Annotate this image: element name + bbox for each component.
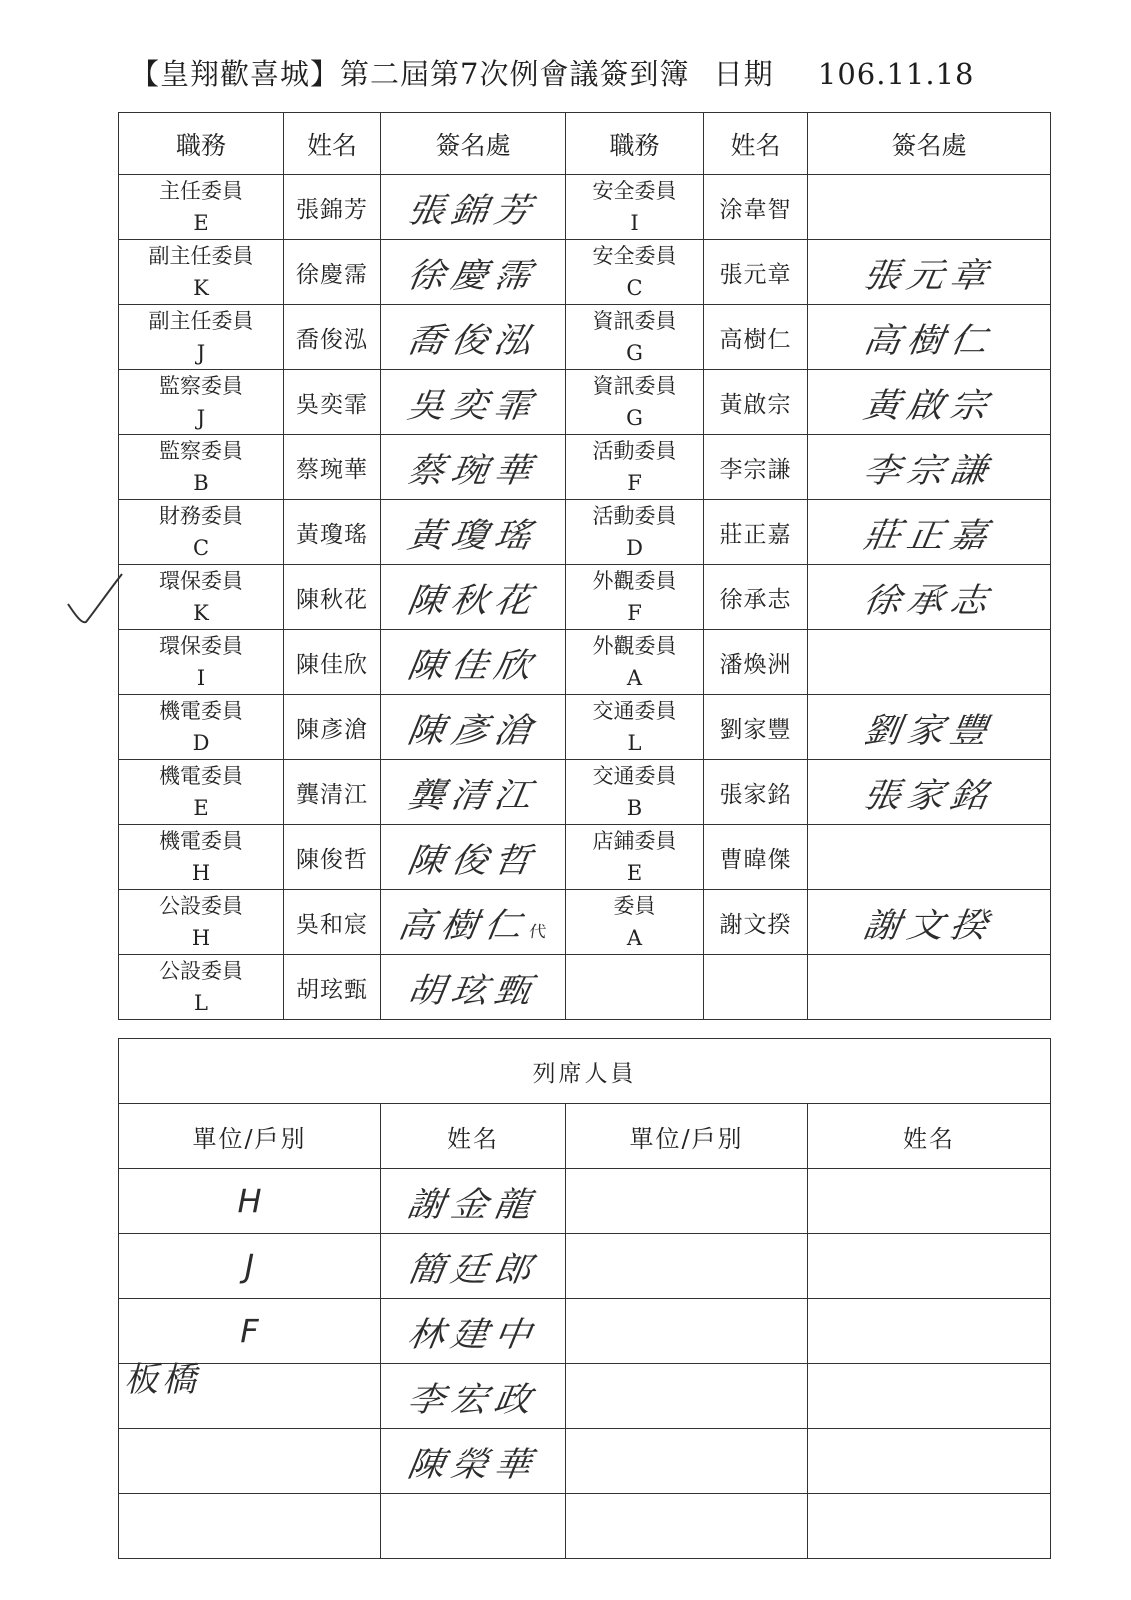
signature-cell — [381, 175, 566, 240]
signature-cell — [381, 890, 566, 955]
unit-code: F — [627, 471, 642, 495]
signature-cell — [808, 695, 1051, 760]
role-cell — [119, 565, 284, 630]
attendee-table — [118, 1038, 1051, 1559]
role-cell — [566, 695, 704, 760]
header-name: 姓名 — [284, 113, 381, 175]
signature-cell — [808, 240, 1051, 305]
unit-code: C — [626, 276, 643, 300]
unit-code: A — [626, 926, 643, 950]
handwritten-signature — [405, 443, 541, 492]
header-name: 姓名 — [704, 113, 808, 175]
signature-cell — [381, 630, 566, 695]
handwritten-signature — [405, 768, 541, 817]
attendee-row — [119, 1364, 1051, 1429]
committee-row — [119, 240, 1051, 305]
signature-cell — [381, 305, 566, 370]
handwritten-signature — [405, 573, 541, 622]
member-name: 謝文揆 — [704, 890, 808, 955]
handwritten-signature — [405, 508, 541, 557]
name-cell — [381, 1234, 566, 1299]
header-unit: 單位/戶別 — [566, 1104, 808, 1169]
handwritten-signature — [405, 183, 541, 232]
member-name: 徐承志 — [704, 565, 808, 630]
committee-row — [119, 955, 1051, 1020]
unit-code: L — [627, 731, 642, 755]
handwritten-signature: 謝金龍 — [404, 1184, 541, 1225]
member-name: 胡玹甄 — [284, 955, 381, 1020]
header-signature: 簽名處 — [381, 113, 566, 175]
committee-row — [119, 500, 1051, 565]
member-name: 陳佳欣 — [284, 630, 381, 695]
signature-cell — [808, 500, 1051, 565]
handwritten-signature: 劉家豐 — [860, 710, 997, 751]
role-cell — [119, 175, 284, 240]
role-cell — [119, 760, 284, 825]
attendee-header-row — [119, 1104, 1051, 1169]
unit-code: J — [196, 406, 206, 430]
document-title — [130, 52, 1010, 92]
committee-row — [119, 175, 1051, 240]
role-title: 委員 — [613, 894, 656, 918]
handwritten-signature: 徐承志 — [860, 580, 997, 621]
name-cell — [381, 1429, 566, 1494]
role-title: 機電委員 — [159, 829, 243, 853]
committee-row — [119, 370, 1051, 435]
unit-cell — [566, 1429, 808, 1494]
member-name: 喬俊泓 — [284, 305, 381, 370]
signature-cell — [808, 955, 1051, 1020]
unit-cell — [566, 1234, 808, 1299]
name-cell — [808, 1169, 1051, 1234]
unit-cell — [119, 1234, 381, 1299]
signature-cell — [808, 565, 1051, 630]
role-title: 資訊委員 — [592, 374, 677, 398]
committee-row — [119, 435, 1051, 500]
handwritten-signature: 張家銘 — [860, 775, 997, 816]
signature-text: 胡玹甄 — [404, 970, 541, 1011]
handwritten-signature — [395, 898, 551, 947]
name-cell — [808, 1429, 1051, 1494]
date-value: 106.11.18 — [817, 57, 975, 91]
role-cell — [119, 630, 284, 695]
unit-cell — [119, 1169, 381, 1234]
signature-text: 陳彥滄 — [404, 710, 541, 751]
committee-row — [119, 565, 1051, 630]
member-name: 徐慶霈 — [284, 240, 381, 305]
unit-cell — [566, 1169, 808, 1234]
unit-cell — [119, 1494, 381, 1559]
unit-cell — [566, 1299, 808, 1364]
unit-code: E — [193, 796, 209, 820]
signature-cell — [808, 760, 1051, 825]
role-cell — [119, 435, 284, 500]
member-name: 莊正嘉 — [704, 500, 808, 565]
signature-text: 陳俊哲 — [404, 840, 541, 881]
header-role: 職務 — [566, 113, 704, 175]
name-cell — [808, 1364, 1051, 1429]
header-name: 姓名 — [808, 1104, 1051, 1169]
signature-cell — [381, 500, 566, 565]
role-cell — [566, 565, 704, 630]
role-title: 機電委員 — [159, 764, 243, 788]
role-title: 活動委員 — [592, 504, 677, 528]
role-title: 副主任委員 — [148, 309, 254, 333]
signature-cell — [381, 955, 566, 1020]
handwritten-signature: 李宗謙 — [860, 450, 997, 491]
role-cell — [119, 890, 284, 955]
member-name: 陳秋花 — [284, 565, 381, 630]
signature-cell — [381, 695, 566, 760]
unit-code: H — [191, 926, 211, 950]
signature-cell — [808, 890, 1051, 955]
committee-row — [119, 890, 1051, 955]
unit-code: I — [630, 211, 639, 235]
handwritten-signature: 簡廷郎 — [404, 1249, 541, 1290]
name-cell — [381, 1364, 566, 1429]
signature-cell — [808, 630, 1051, 695]
handwritten-signature: 高樹仁 — [860, 320, 997, 361]
member-name: 李宗謙 — [704, 435, 808, 500]
role-cell — [119, 240, 284, 305]
name-cell — [808, 1234, 1051, 1299]
role-title: 外觀委員 — [592, 634, 677, 658]
role-cell — [119, 825, 284, 890]
role-title: 環保委員 — [159, 569, 243, 593]
name-cell — [808, 1494, 1051, 1559]
name-cell — [381, 1299, 566, 1364]
unit-code: L — [194, 991, 208, 1015]
signature-text: 龔清江 — [404, 775, 541, 816]
handwritten-signature: 黃啟宗 — [860, 385, 997, 426]
member-name: 張元章 — [704, 240, 808, 305]
signature-cell — [381, 240, 566, 305]
role-cell — [119, 695, 284, 760]
proxy-mark: 代 — [527, 921, 548, 941]
unit-code: F — [627, 601, 642, 625]
member-name: 吳奕霏 — [284, 370, 381, 435]
handwritten-signature — [405, 703, 541, 752]
role-title: 公設委員 — [159, 894, 243, 918]
name-cell — [381, 1494, 566, 1559]
signature-cell — [381, 825, 566, 890]
role-title: 安全委員 — [592, 179, 677, 203]
unit-code: B — [193, 471, 209, 495]
role-cell — [119, 370, 284, 435]
role-cell — [566, 630, 704, 695]
signature-text: 黃瓊瑤 — [404, 515, 541, 556]
attendee-caption: 列席人員 — [119, 1039, 1051, 1104]
role-title: 主任委員 — [159, 179, 243, 203]
handwritten-signature: 林建中 — [404, 1314, 541, 1355]
attendee-row — [119, 1234, 1051, 1299]
handwritten-signature — [405, 638, 541, 687]
signature-cell — [381, 370, 566, 435]
role-cell — [566, 240, 704, 305]
member-name: 張錦芳 — [284, 175, 381, 240]
header-signature: 簽名處 — [808, 113, 1051, 175]
signature-cell — [808, 435, 1051, 500]
handwritten-unit-note: 板橋 — [124, 1360, 200, 1400]
role-cell — [566, 500, 704, 565]
committee-row — [119, 825, 1051, 890]
unit-code: E — [626, 861, 643, 885]
role-title: 機電委員 — [159, 699, 243, 723]
member-name: 黃瓊瑤 — [284, 500, 381, 565]
role-cell — [119, 955, 284, 1020]
signature-cell — [381, 435, 566, 500]
member-name: 黃啟宗 — [704, 370, 808, 435]
name-cell — [381, 1169, 566, 1234]
committee-row — [119, 695, 1051, 760]
signature-text: 高樹仁 — [395, 905, 531, 946]
signature-text: 吳奕霏 — [404, 385, 541, 426]
attendee-row — [119, 1494, 1051, 1559]
unit-cell — [566, 1494, 808, 1559]
member-name: 陳俊哲 — [284, 825, 381, 890]
role-title: 資訊委員 — [592, 309, 677, 333]
handwritten-signature: 張元章 — [860, 255, 997, 296]
handwritten-signature — [405, 313, 541, 362]
role-title: 監察委員 — [159, 439, 243, 463]
role-cell — [566, 370, 704, 435]
handwritten-unit: J — [244, 1247, 255, 1285]
member-name: 吳和宸 — [284, 890, 381, 955]
header-name: 姓名 — [381, 1104, 566, 1169]
name-cell — [808, 1299, 1051, 1364]
handwritten-signature: 謝文揆 — [860, 905, 997, 946]
role-cell — [566, 305, 704, 370]
member-name: 劉家豐 — [704, 695, 808, 760]
signature-cell — [381, 565, 566, 630]
role-cell — [566, 760, 704, 825]
committee-row — [119, 630, 1051, 695]
member-name: 龔清江 — [284, 760, 381, 825]
signature-text: 徐慶霈 — [404, 255, 541, 296]
header-role: 職務 — [119, 113, 284, 175]
signature-text: 蔡琬華 — [404, 450, 541, 491]
role-cell — [566, 825, 704, 890]
unit-code: G — [626, 341, 643, 365]
signature-cell — [808, 825, 1051, 890]
signature-cell — [808, 175, 1051, 240]
unit-code: C — [192, 536, 210, 560]
role-title: 交通委員 — [592, 699, 677, 723]
unit-code: H — [191, 861, 211, 885]
role-title: 外觀委員 — [592, 569, 677, 593]
signature-text: 陳佳欣 — [404, 645, 541, 686]
header-unit: 單位/戶別 — [119, 1104, 381, 1169]
role-cell — [566, 435, 704, 500]
role-title: 交通委員 — [592, 764, 677, 788]
unit-code: A — [626, 666, 643, 690]
check-mark-icon — [64, 570, 124, 630]
unit-code: J — [196, 341, 206, 365]
handwritten-signature — [405, 833, 541, 882]
member-name — [704, 955, 808, 1020]
unit-code: I — [196, 666, 206, 690]
signature-text: 喬俊泓 — [404, 320, 541, 361]
attendee-row — [119, 1169, 1051, 1234]
role-cell — [566, 175, 704, 240]
signature-cell — [381, 760, 566, 825]
unit-code: E — [193, 211, 209, 235]
role-title: 財務委員 — [159, 504, 243, 528]
committee-header-row — [119, 113, 1051, 175]
attendee-caption-row — [119, 1039, 1051, 1104]
member-name: 高樹仁 — [704, 305, 808, 370]
member-name: 陳彥滄 — [284, 695, 381, 760]
role-title: 安全委員 — [592, 244, 677, 268]
unit-code: G — [626, 406, 643, 430]
role-title: 店鋪委員 — [592, 829, 677, 853]
handwritten-signature — [405, 378, 541, 427]
member-name: 張家銘 — [704, 760, 808, 825]
date-label: 日期 — [713, 57, 774, 91]
unit-code: D — [192, 731, 210, 755]
role-cell — [566, 955, 704, 1020]
role-title: 副主任委員 — [148, 244, 254, 268]
attendee-row — [119, 1429, 1051, 1494]
role-cell — [119, 305, 284, 370]
unit-code: K — [193, 601, 209, 625]
signature-cell — [808, 305, 1051, 370]
member-name: 蔡琬華 — [284, 435, 381, 500]
role-cell — [566, 890, 704, 955]
committee-row — [119, 305, 1051, 370]
member-name: 涂韋智 — [704, 175, 808, 240]
unit-code: D — [626, 536, 643, 560]
role-title: 活動委員 — [592, 439, 677, 463]
handwritten-unit: F — [240, 1312, 259, 1350]
attendee-row — [119, 1299, 1051, 1364]
signature-cell — [808, 370, 1051, 435]
role-title: 監察委員 — [159, 374, 243, 398]
member-name: 曹暐傑 — [704, 825, 808, 890]
handwritten-signature: 李宏政 — [404, 1379, 541, 1420]
signature-text: 陳秋花 — [404, 580, 541, 621]
role-title: 公設委員 — [159, 959, 243, 983]
handwritten-signature — [405, 963, 541, 1012]
role-title: 環保委員 — [159, 634, 243, 658]
handwritten-signature: 陳榮華 — [404, 1444, 541, 1485]
handwritten-signature — [405, 248, 541, 297]
committee-sign-in-table — [118, 112, 1051, 1020]
title-text: 【皇翔歡喜城】第二屆第7次例會議簽到簿 — [130, 57, 690, 91]
handwritten-unit: H — [237, 1182, 262, 1220]
unit-code: K — [193, 276, 209, 300]
role-cell — [119, 500, 284, 565]
signature-text: 張錦芳 — [404, 190, 541, 231]
committee-row — [119, 760, 1051, 825]
handwritten-signature: 莊正嘉 — [860, 515, 997, 556]
unit-cell — [119, 1429, 381, 1494]
unit-code: B — [626, 796, 643, 820]
member-name: 潘煥洲 — [704, 630, 808, 695]
unit-cell — [566, 1364, 808, 1429]
